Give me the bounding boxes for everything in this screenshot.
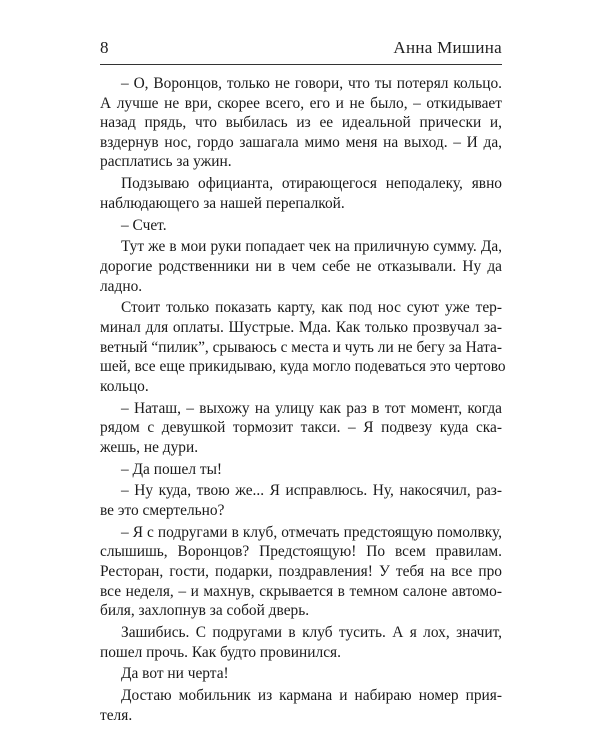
text-line: Зашибись. С подругами в клуб тусить. А я лох, значит, — [121, 624, 502, 641]
text-line: пошел прочь. Как будто провинился. — [100, 643, 341, 661]
text-line: биля, захлопнув за собой дверь. — [100, 602, 310, 620]
text-line: кольцо. — [100, 377, 149, 395]
text-line: теля. — [100, 706, 133, 724]
page-number: 8 — [100, 38, 109, 57]
text-line: вздернув нос, гордо зашагала мимо меня на выход. – И да, — [100, 133, 502, 151]
text-line: ветный “пилик”, срываюсь с места и чуть ли не бегу за Ната- — [100, 338, 502, 356]
text-line: минал для оплаты. Шустрые. Мда. Как только прозвучал за- — [100, 319, 502, 336]
text-line: А лучше не ври, скорее всего, его и не было, – откидывает — [100, 94, 502, 112]
text-line: рядом с девушкой тормозит такси. – Я подвезу куда ска- — [100, 419, 502, 437]
text-line: расплатись за ужин. — [100, 153, 232, 171]
text-line: – Наташ, – выхожу на улицу как раз в тот момент, когда — [121, 399, 502, 417]
text-line: – Ну куда, твою же... Я исправлюсь. Ну, накосячил, раз- — [121, 482, 502, 500]
text-line: ладно. — [100, 277, 143, 295]
text-line: слышишь, Воронцов? Предстоящую! По всем правилам. — [100, 543, 502, 561]
text-line: Достаю мобильник из кармана и набираю номер прия- — [121, 687, 502, 705]
text-line: – Да пошел ты! — [121, 460, 223, 478]
text-line: Стоит только показать карту, как под нос суют уже тер- — [121, 299, 502, 317]
text-line: Подзываю официанта, отирающегося неподалеку, явно — [121, 175, 502, 193]
text-line: все неделя, – и махнув, скрывается в темном салоне автомо- — [100, 582, 502, 600]
page-header — [100, 38, 502, 62]
text-line: дорогие родственники ни в чем себе не отказывали. Ну да — [100, 258, 502, 275]
text-line: наблюдающего за нашей перепалкой. — [100, 194, 345, 212]
text-line: жешь, не дури. — [100, 438, 199, 456]
text-line: – Счет. — [121, 216, 167, 234]
text-line: ве это смертельно? — [100, 502, 225, 519]
text-line: назад прядь, что выбилась из ее идеальной прически и, — [100, 114, 502, 132]
text-line: шей, все еще прикидываю, куда могло подеваться это чертово — [100, 358, 506, 376]
text-line: Да вот ни черта! — [121, 665, 229, 683]
text-line: – О, Воронцов, только не говори, что ты потерял кольцо. — [121, 75, 502, 92]
header-rule — [100, 64, 502, 65]
text-line: – Я с подругами в клуб, отмечать предстоящую помолвку, — [121, 523, 502, 541]
text-line: Тут же в мои руки попадает чек на приличную сумму. Да, — [121, 238, 502, 256]
running-title: Анна Мишина — [393, 38, 502, 57]
text-line: Ресторан, гости, подарки, поздравления! У тебя на все про — [100, 563, 502, 580]
